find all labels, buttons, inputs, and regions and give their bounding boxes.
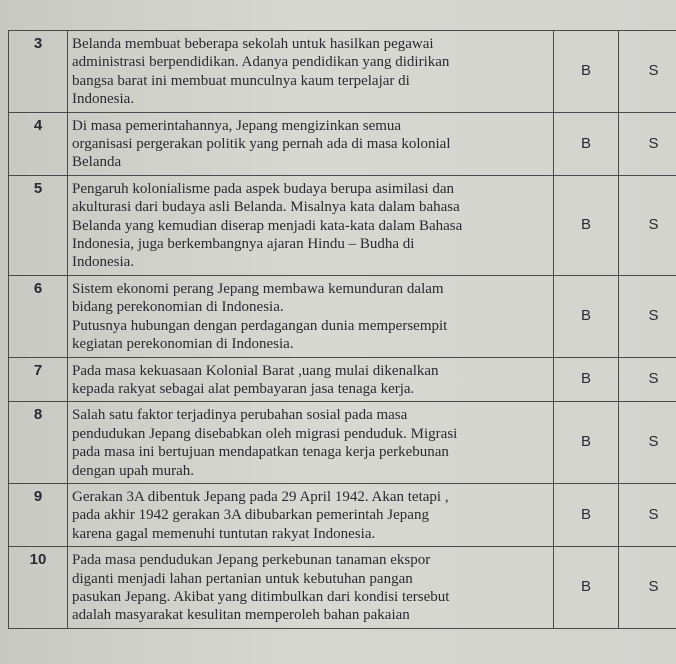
statement-text [68, 547, 554, 629]
true-false-table [8, 30, 676, 629]
row-number: 3 [9, 31, 68, 113]
statement-line: Indonesia. [72, 254, 135, 271]
statement-line: pasukan Jepang. Akibat yang ditimbulkan dari kondisi tersebut [72, 588, 450, 605]
statement-text [68, 112, 554, 175]
option-b[interactable]: B [554, 483, 619, 546]
option-s[interactable]: S [619, 547, 676, 629]
option-b[interactable]: B [554, 112, 619, 175]
statement-text [68, 483, 554, 546]
statement-line: akulturasi dari budaya asli Belanda. Misalnya kata dalam bahasa [72, 199, 460, 216]
row-number: 5 [9, 175, 68, 275]
statement-line: Pengaruh kolonialisme pada aspek budaya berupa asimilasi dan [72, 180, 454, 197]
option-s[interactable]: S [619, 112, 676, 175]
table-row [9, 31, 676, 113]
option-s[interactable]: S [619, 357, 676, 402]
option-b[interactable]: B [554, 547, 619, 629]
statement-line: organisasi pergerakan politik yang pernah ada di masa kolonial [72, 136, 451, 153]
statement-line: Pada masa pendudukan Jepang perkebunan tanaman ekspor [72, 552, 431, 569]
row-number: 10 [9, 547, 68, 629]
option-s[interactable]: S [619, 175, 676, 275]
statement-text [68, 402, 554, 484]
option-b[interactable]: B [554, 175, 619, 275]
statement-line: Belanda membuat beberapa sekolah untuk hasilkan pegawai [72, 36, 434, 52]
table-row [9, 483, 676, 546]
statement-line: adalah masyarakat kesulitan memperoleh bahan pakaian [72, 607, 410, 624]
statement-line: administrasi berpendidikan. Adanya pendidikan yang didirikan [72, 54, 450, 71]
statement-text [68, 275, 554, 357]
statement-line: pada akhir 1942 gerakan 3A dibubarkan pemerintah Jepang [72, 507, 429, 524]
statement-line: Di masa pemerintahannya, Jepang mengizinkan semua [72, 117, 402, 134]
row-number: 4 [9, 112, 68, 175]
table-row [9, 547, 676, 629]
statement-line: Putusnya hubungan dengan perdagangan dunia mempersempit [72, 317, 448, 334]
statement-line: kepada rakyat sebagai alat pembayaran jasa tenaga kerja. [72, 380, 415, 397]
table-row [9, 112, 676, 175]
statement-line: diganti menjadi lahan pertanian untuk kebutuhan pangan [72, 570, 413, 587]
row-number: 6 [9, 275, 68, 357]
table-row [9, 357, 676, 402]
row-number: 9 [9, 483, 68, 546]
statement-text [68, 357, 554, 402]
option-s[interactable]: S [619, 275, 676, 357]
row-number: 8 [9, 402, 68, 484]
table-row [9, 275, 676, 357]
statement-text [68, 31, 554, 113]
statement-line: bangsa barat ini membuat munculnya kaum terpelajar di [72, 72, 410, 89]
option-s[interactable]: S [619, 483, 676, 546]
option-b[interactable]: B [554, 402, 619, 484]
statement-line: pada masa ini bertujuan mendapatkan tenaga kerja perkebunan [72, 444, 449, 461]
statement-line: Pada masa kekuasaan Kolonial Barat ,uang mulai dikenalkan [72, 362, 439, 379]
table-body [9, 31, 676, 629]
statement-line: Belanda [72, 154, 122, 171]
statement-line: Gerakan 3A dibentuk Jepang pada 29 April 1942. Akan tetapi , [72, 488, 449, 505]
option-b[interactable]: B [554, 31, 619, 113]
statement-line: bidang perekonomian di Indonesia. [72, 299, 284, 316]
table-row [9, 175, 676, 275]
statement-line: pendudukan Jepang disebabkan oleh migrasi penduduk. Migrasi [72, 425, 458, 442]
statement-line: kegiatan perekonomian di Indonesia. [72, 336, 294, 353]
option-b[interactable]: B [554, 357, 619, 402]
table-row [9, 402, 676, 484]
statement-line: Belanda yang kemudian diserap menjadi kata-kata dalam Bahasa [72, 217, 463, 234]
statement-line: Sistem ekonomi perang Jepang membawa kemunduran dalam [72, 280, 444, 297]
statement-text [68, 175, 554, 275]
option-s[interactable]: S [619, 402, 676, 484]
statement-line: dengan upah murah. [72, 462, 195, 479]
row-number: 7 [9, 357, 68, 402]
statement-line: karena gagal memenuhi tuntutan rakyat Indonesia. [72, 525, 376, 542]
statement-line: Salah satu faktor terjadinya perubahan sosial pada masa [72, 407, 408, 424]
statement-line: Indonesia, juga berkembangnya ajaran Hindu – Budha di [72, 236, 415, 253]
option-s[interactable]: S [619, 31, 676, 113]
statement-line: Indonesia. [72, 91, 135, 108]
option-b[interactable]: B [554, 275, 619, 357]
